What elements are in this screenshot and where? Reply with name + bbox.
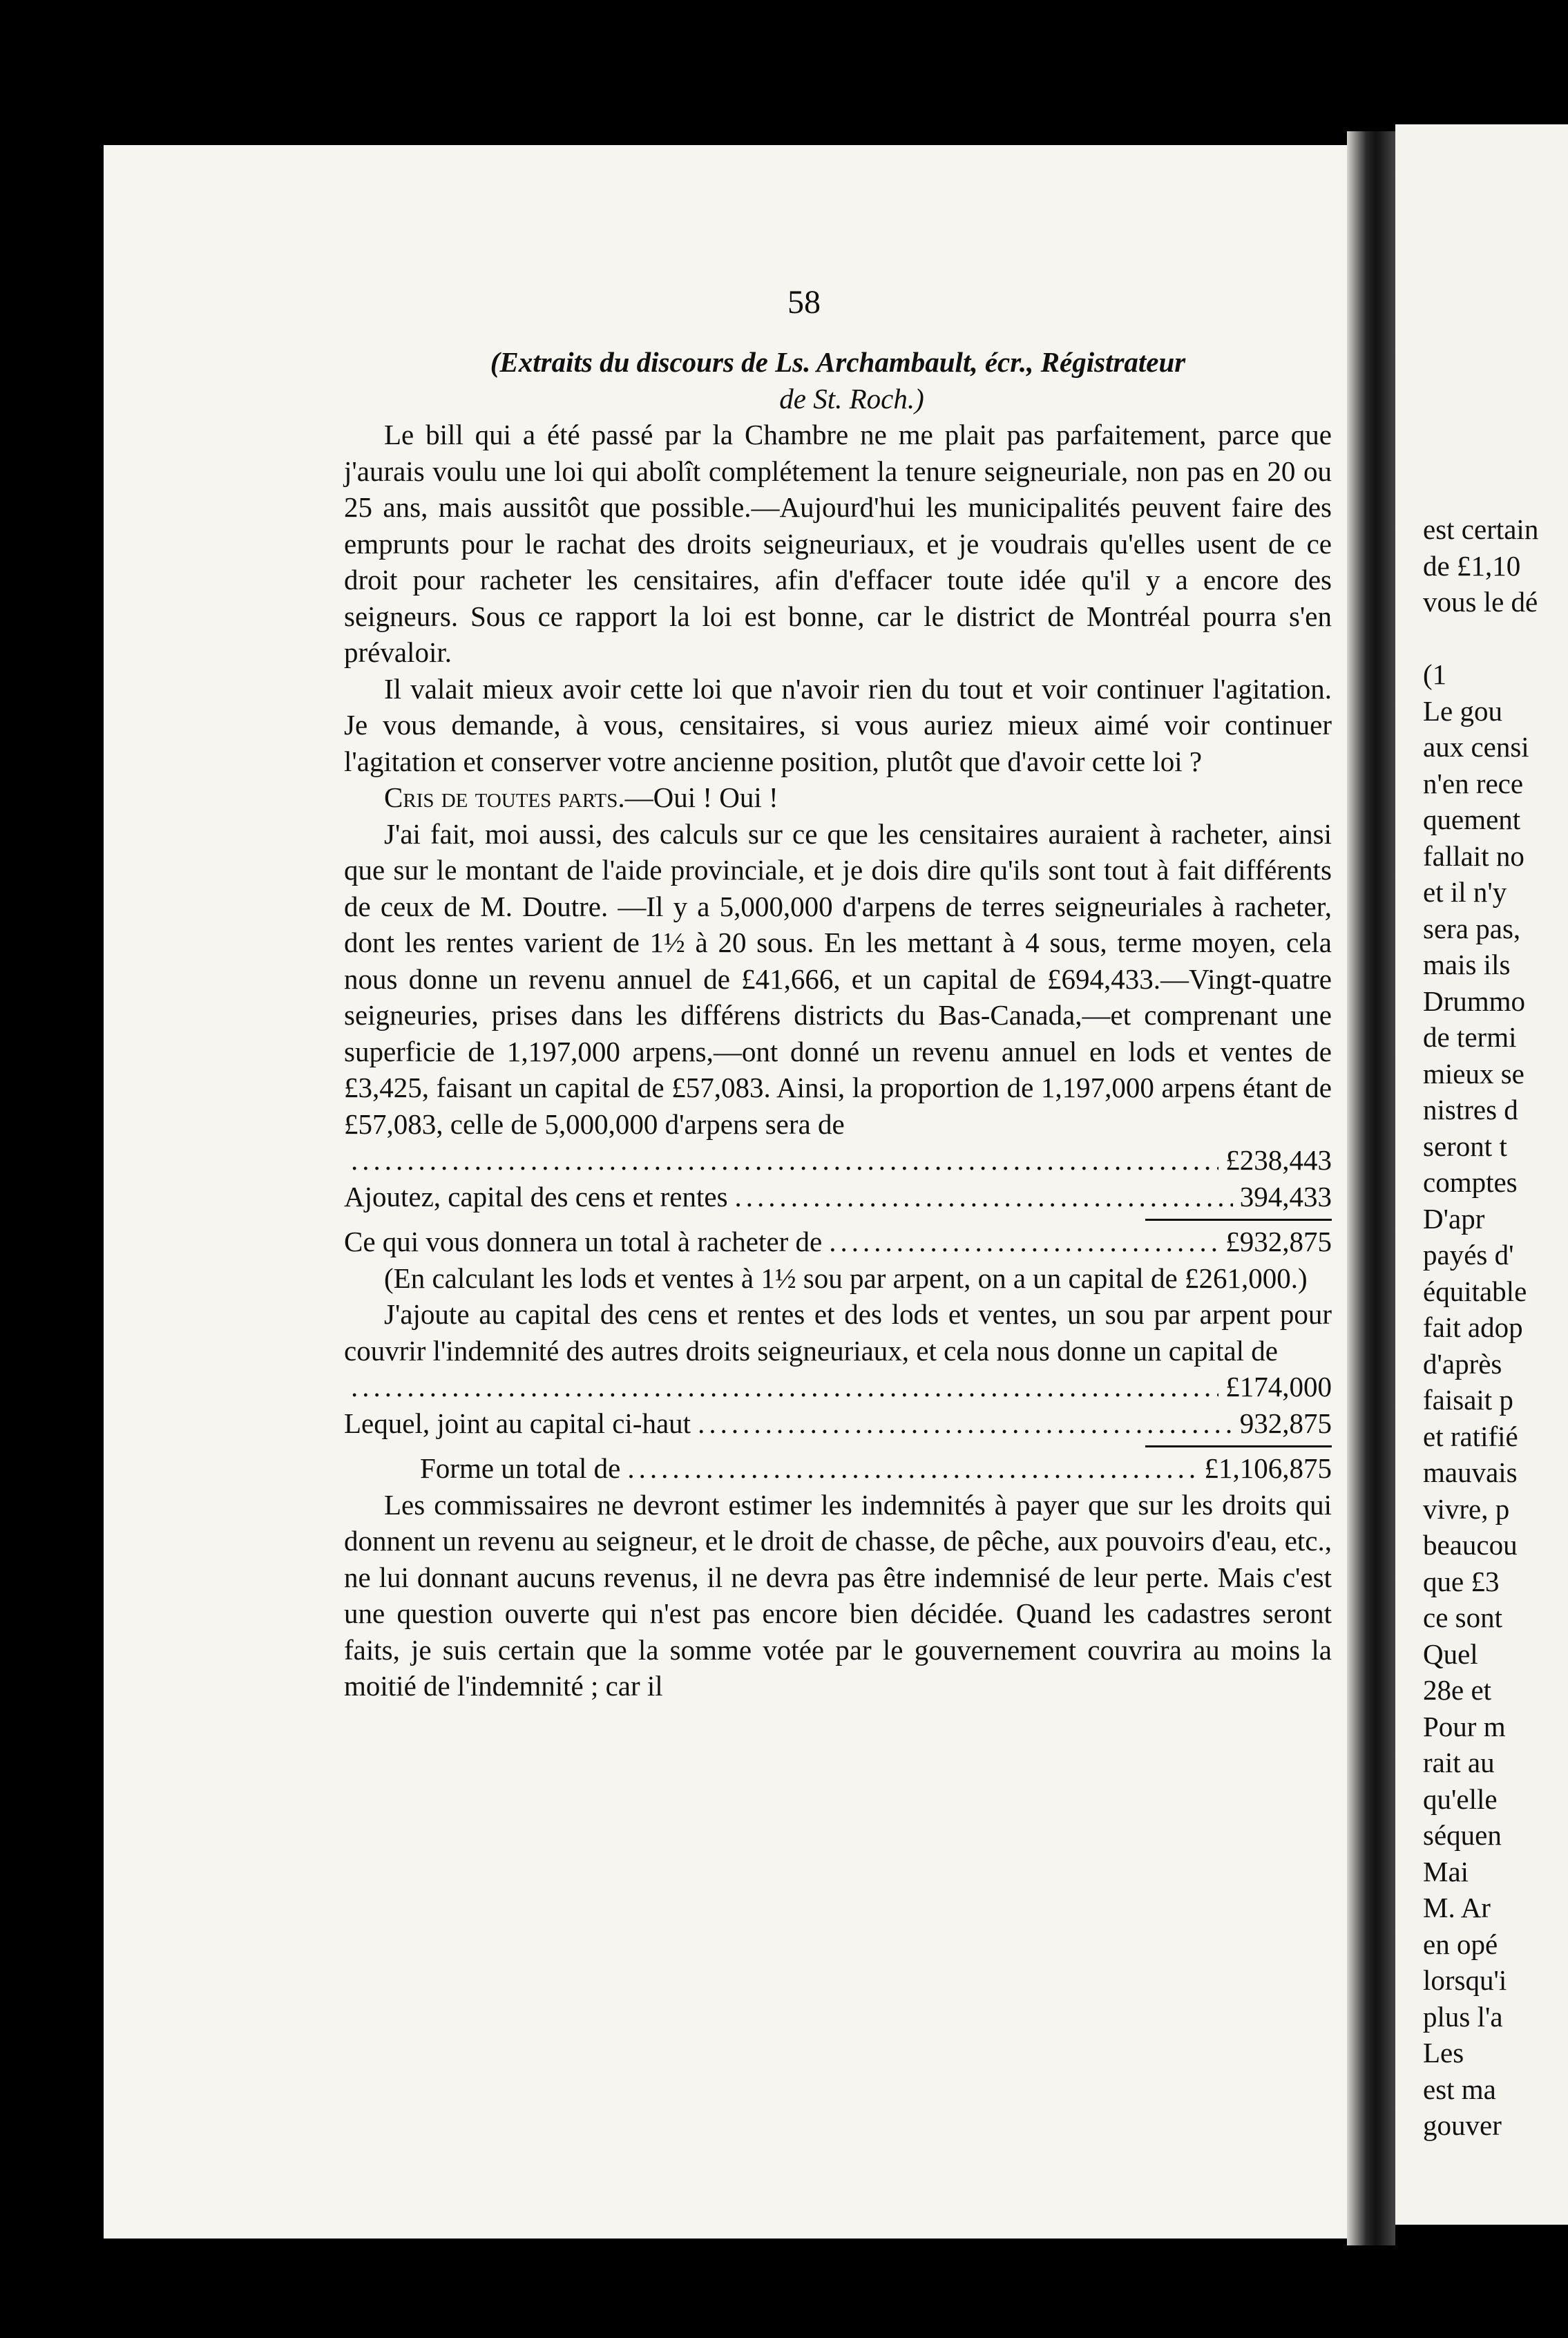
right-page-line: Quel: [1423, 1637, 1478, 1670]
right-page-line: vivre, p: [1423, 1492, 1510, 1525]
right-page-line: nistres d: [1423, 1094, 1518, 1125]
right-page-line: mauvais: [1423, 1456, 1518, 1488]
sum-row-1: [344, 1179, 1332, 1215]
right-page-line: sera pas,: [1423, 912, 1521, 944]
right-page-line: mieux se: [1423, 1057, 1524, 1090]
right-page-line: 28e et: [1423, 1674, 1492, 1706]
right-page-line: rait au: [1423, 1747, 1495, 1778]
paragraph-6: Les commissaires ne devront estimer les indemnités à payer que sur les droits qui donnent un revenu au seigneur, et le droit de chasse, de pêche, aux pouvoirs d'eau, etc., ne lui donnant aucuns revenus, il ne devra pas être indemnisé de leur perte. Mais c'est une question ouverte qui n'est pas encore bien décidée. Quand les cadastres seront faits, je suis certain que la somme votée par le gouvernement couvrira au moins la moitié de l'indemnité ; car il: [344, 1488, 1332, 1702]
right-page-line: aux censi: [1423, 731, 1529, 763]
sum-label-4: Forme un total de: [420, 1452, 621, 1484]
right-page-line: faisait p: [1423, 1384, 1513, 1416]
right-page-line: lorsqu'i: [1423, 1964, 1507, 1996]
right-page-line: fallait no: [1423, 839, 1524, 872]
right-page-line: en opé: [1423, 1928, 1498, 1960]
right-page-line: (1: [1423, 658, 1447, 690]
right-page-line: Les: [1423, 2037, 1464, 2069]
right-page-line: plus l'a: [1423, 2000, 1503, 2033]
paragraph-4: (En calculant les lods et ventes à 1½ sou par arpent, on a un capital de £261,000.): [384, 1262, 1308, 1294]
paragraph-1: Le bill qui a été passé par la Chambre ne me plait pas parfaitement, parce que j'aurais voulu une loi qui abolît complétement la tenure seigneuriale, non pas en 20 ou 25 ans, mais aussitôt que possible.—Aujourd'hui les municipalités peuvent faire des emprunts pour le rachat des droits seigneuriaux, et je voudrais qu'elles usent de ce droit pour racheter les censitaires, afin d'effacer toute idée qu'il y a encore des seigneurs. Sous ce rapport la loi est bonne, car le district de Montréal pourra s'en prévaloir.: [344, 419, 1332, 668]
right-page-text: [1423, 511, 1568, 2144]
sum-row-3: [344, 1405, 1332, 1442]
right-page-line: n'en rece: [1423, 767, 1524, 799]
sum-value-1: 394,433: [1239, 1180, 1332, 1213]
cris-text: —Oui ! Oui !: [624, 781, 778, 813]
right-page-line: équitable: [1423, 1275, 1527, 1307]
right-page-line: M. Ar: [1423, 1892, 1491, 1923]
right-page-line: de £1,10: [1423, 549, 1521, 582]
right-page-line: D'apr: [1423, 1202, 1485, 1235]
right-page-line: fait adop: [1423, 1311, 1523, 1343]
sum-label-1: Ajoutez, capital des cens et rentes: [344, 1180, 728, 1213]
right-page-line: quement: [1423, 804, 1521, 835]
paragraph-3: [344, 816, 1332, 1143]
cris-label: Cris de toutes parts.: [384, 781, 625, 813]
right-page-line: comptes: [1423, 1166, 1518, 1198]
right-page: [1395, 124, 1568, 2225]
right-page-line: vous le dé: [1423, 586, 1538, 618]
sum-label-2: Ce qui vous donnera un total à racheter de: [344, 1226, 823, 1257]
sum-row-4: [344, 1450, 1332, 1487]
right-page-line: Le gou: [1423, 694, 1502, 727]
right-page-line: et ratifié: [1423, 1420, 1518, 1452]
sum-value-pens: £238,443: [1225, 1144, 1332, 1176]
sum-value-4: £1,106,875: [1204, 1452, 1332, 1484]
right-page-line: mais ils: [1423, 949, 1511, 980]
sum-row-2: [344, 1224, 1332, 1260]
section-title: (Extraits du discours de Ls. Archambault, écr., Régistrateur: [490, 346, 1186, 378]
right-page-line: beaucou: [1423, 1529, 1518, 1561]
paragraph-3-text: J'ai fait, moi aussi, des calculs sur ce que les censitaires auraient à racheter, ainsi que sur le montant de l'aide provinciale, et je dois dire qu'ils sont tout à fait différents de ceux de M. Doutre. —Il y a 5,000,000 d'arpens de terres seigneuriales à racheter, dont les rentes varient de 1½ à 20 sous. En les mettant à 4 sous, terme moyen, cela nous donne un revenu annuel de £41,666, et un capital de £694,433.—Vingt-quatre seigneuries, prises dans les différens districts du Bas-Canada,—et comprenant une superficie de 1,197,000 arpens,—ont donné un revenu annuel en lods et ventes de £3,425, faisant un capital de £57,083. Ainsi, la proportion de 1,197,000 arpens étant de £57,083, celle de 5,000,000 d'arpens sera de: [344, 817, 1332, 1140]
right-page-line: payés d': [1423, 1239, 1514, 1271]
sum-label-3: Lequel, joint au capital ci-haut: [344, 1407, 691, 1439]
book-gutter: [1347, 131, 1395, 2245]
right-page-line: Mai: [1423, 1855, 1469, 1888]
total-rule-1: [1145, 1219, 1332, 1221]
right-page-line: que £3: [1423, 1565, 1500, 1597]
right-page-line: est certain: [1423, 513, 1539, 545]
right-page-line: ce sont: [1423, 1602, 1502, 1633]
page-number: 58: [787, 284, 821, 321]
right-page-line: est ma: [1423, 2073, 1496, 2105]
total-rule-2: [1145, 1445, 1332, 1447]
right-page-line: de termi: [1423, 1021, 1517, 1053]
right-page-line: Drummo: [1423, 985, 1526, 1017]
sum-row-pens: [344, 1142, 1332, 1179]
sum-value-3: 932,875: [1239, 1407, 1332, 1439]
page-body: [344, 344, 1332, 1704]
right-page-line: seront t: [1423, 1130, 1507, 1162]
right-page-line: et il n'y: [1423, 876, 1507, 908]
sum-value-5: £174,000: [1225, 1371, 1332, 1403]
right-page-line: qu'elle: [1423, 1783, 1498, 1815]
right-page-line: séquen: [1423, 1819, 1502, 1851]
right-page-line: [1423, 620, 1568, 657]
paragraph-cris: [344, 779, 1332, 816]
section-subtitle: de St. Roch.): [779, 382, 924, 415]
sum-row-5: [344, 1369, 1332, 1405]
paragraph-2: Il valait mieux avoir cette loi que n'avoir rien du tout et voir continuer l'agitation. Je vous demande, à vous, censitaires, si vous auriez mieux aimé voir continuer l'agitation et conserver votre ancienne position, plutôt que d'avoir cette loi ?: [344, 672, 1332, 777]
right-page-line: d'après: [1423, 1347, 1502, 1380]
right-page-line: gouver: [1423, 2109, 1502, 2141]
paragraph-5: J'ajoute au capital des cens et rentes et des lods et ventes, un sou par arpent pour couvrir l'indemnité des autres droits seigneuriaux, et cela nous donne un capital de: [344, 1298, 1332, 1367]
sum-value-2: £932,875: [1225, 1226, 1332, 1257]
right-page-line: Pour m: [1423, 1710, 1506, 1742]
